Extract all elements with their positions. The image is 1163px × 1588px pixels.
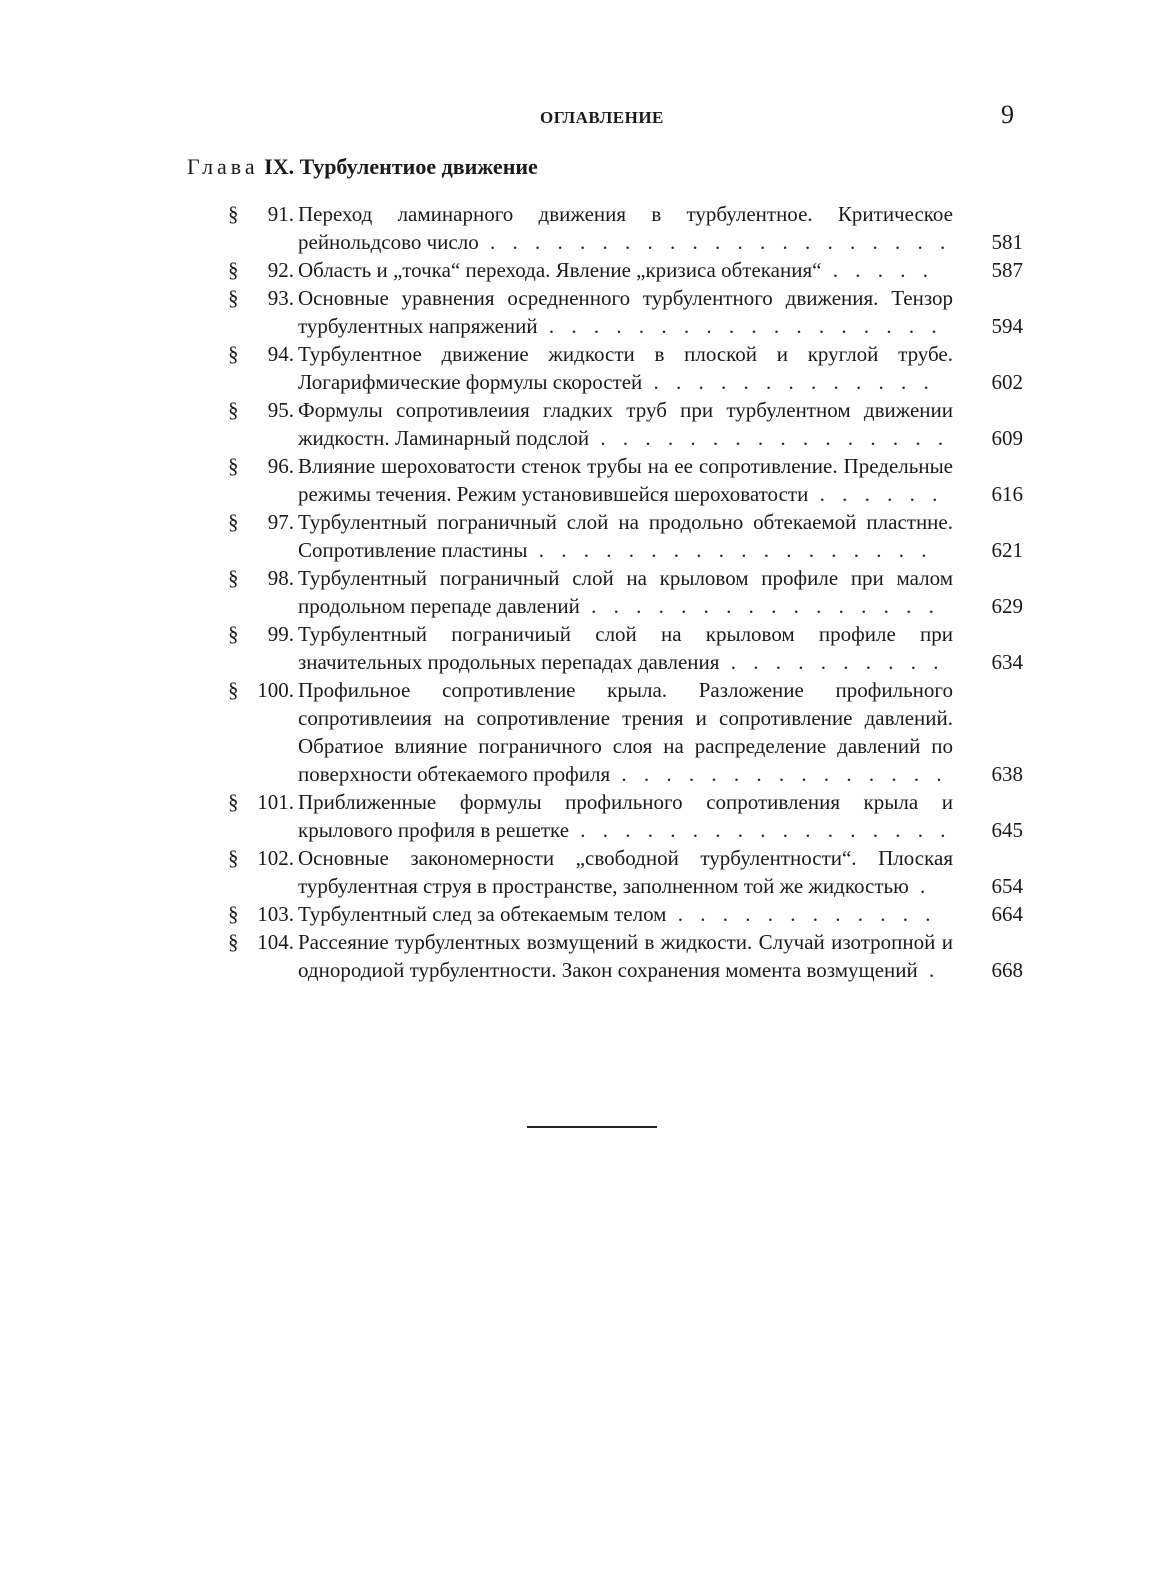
entry-number: 100. bbox=[257, 678, 294, 702]
toc-entry bbox=[228, 844, 1023, 900]
dot-leader: . . . . . . . . . . . . bbox=[666, 902, 937, 926]
entry-title: Турбулентный пограничный слой на продольно обтекаемой пластнне. Сопротивление пластины . . . . . . . . . . . . . . . . . . bbox=[298, 510, 953, 562]
toc-entry bbox=[228, 284, 1023, 340]
closing-rule bbox=[527, 1126, 657, 1128]
entry-number: 92. bbox=[267, 258, 294, 282]
section-sign: § bbox=[228, 622, 239, 646]
dot-leader: . . . . . . . . . . . . . . . . bbox=[579, 594, 940, 618]
toc-entry bbox=[228, 788, 1023, 844]
section-sign: § bbox=[228, 790, 239, 814]
section-sign: § bbox=[228, 202, 239, 226]
entry-page: 594 bbox=[991, 314, 1023, 338]
entry-number: 93. bbox=[267, 286, 294, 310]
entry-title: Турбулентное движение жидкости в плоской и круглой трубе. Логарифмические формулы скоростей . . . . . . . . . . . . . bbox=[298, 342, 953, 394]
dot-leader: . . . . . bbox=[821, 258, 934, 282]
section-sign: § bbox=[228, 902, 239, 926]
toc-entry bbox=[228, 676, 1023, 788]
dot-leader: . bbox=[908, 874, 932, 898]
toc-entry bbox=[228, 256, 1023, 284]
toc-entry bbox=[228, 928, 1023, 984]
entry-page: 609 bbox=[991, 426, 1023, 450]
section-sign: § bbox=[228, 286, 239, 310]
entry-title: Область и „точка“ перехода. Явление „кризиса обтекания“ . . . . . bbox=[298, 258, 934, 282]
section-sign: § bbox=[228, 846, 239, 870]
entry-title: Профильное сопротивление крыла. Разложение профильного сопротивлеиия на сопротивление трения и сопротивление давлений. Обратиое влияние пограничного слоя на распределение давлений по поверхности обтекаемого профиля . . . . . . . . . . . . . . . bbox=[298, 678, 953, 786]
entry-number: 99. bbox=[267, 622, 294, 646]
dot-leader: . . . . . . . . . . . . . bbox=[642, 370, 935, 394]
page-number: 9 bbox=[1001, 100, 1014, 129]
table-of-contents bbox=[228, 200, 1023, 984]
entry-page: 587 bbox=[991, 258, 1023, 282]
section-sign: § bbox=[228, 678, 239, 702]
entry-title: Приближенные формулы профильного сопротивления крыла и крылового профиля в решетке . . . . . . . . . . . . . . . . . bbox=[298, 790, 953, 842]
entry-title: Основные закономерности „свободной турбулентности“. Плоская турбулентная струя в пространстве, заполненном той же жидкостью . bbox=[298, 846, 953, 898]
entry-title: Основные уравнения осредненного турбулентного движения. Тензор турбулентных напряжений . . . . . . . . . . . . . . . . . . bbox=[298, 286, 953, 338]
entry-page: 668 bbox=[991, 958, 1023, 982]
section-sign: § bbox=[228, 566, 239, 590]
entry-number: 91. bbox=[267, 202, 294, 226]
dot-leader: . . . . . . . . . . . . . . . bbox=[610, 762, 948, 786]
entry-title: Рассеяние турбулентных возмущений в жидкости. Случай изотропной и однородиой турбулентности. Закон сохранения момента возмущений . bbox=[298, 930, 953, 982]
entry-number: 98. bbox=[267, 566, 294, 590]
entry-title: Формулы сопротивлеиия гладких труб при турбулентном движении жидкостн. Ламинарный подслой . . . . . . . . . . . . . . . . bbox=[298, 398, 953, 450]
entry-page: 645 bbox=[991, 818, 1023, 842]
entry-number: 103. bbox=[257, 902, 294, 926]
dot-leader: . . . . . . . . . . . . . . . . . . bbox=[537, 314, 943, 338]
entry-number: 97. bbox=[267, 510, 294, 534]
section-sign: § bbox=[228, 930, 239, 954]
entry-page: 616 bbox=[991, 482, 1023, 506]
section-sign: § bbox=[228, 342, 239, 366]
chapter-prefix: Глава bbox=[187, 154, 259, 179]
dot-leader: . . . . . . bbox=[808, 482, 944, 506]
dot-leader: . bbox=[917, 958, 941, 982]
entry-title: Влияние шероховатости стенок трубы на ее сопротивление. Предельные режимы течения. Режим установившейся шероховатости . . . . . . bbox=[298, 454, 953, 506]
chapter-heading bbox=[187, 154, 538, 180]
toc-entry bbox=[228, 200, 1023, 256]
section-sign: § bbox=[228, 510, 239, 534]
entry-page: 654 bbox=[991, 874, 1023, 898]
entry-number: 95. bbox=[267, 398, 294, 422]
entry-number: 101. bbox=[257, 790, 294, 814]
entry-page: 629 bbox=[991, 594, 1023, 618]
toc-entry bbox=[228, 340, 1023, 396]
section-sign: § bbox=[228, 258, 239, 282]
dot-leader: . . . . . . . . . . . . . . . . bbox=[589, 426, 950, 450]
toc-entry bbox=[228, 396, 1023, 452]
toc-entry bbox=[228, 620, 1023, 676]
toc-entry bbox=[228, 452, 1023, 508]
entry-number: 102. bbox=[257, 846, 294, 870]
entry-page: 581 bbox=[991, 230, 1023, 254]
dot-leader: . . . . . . . . . . . . . . . . . . bbox=[527, 538, 933, 562]
entry-page: 602 bbox=[991, 370, 1023, 394]
entry-title: Турбулентный пограничный слой на крыловом профиле при малом продольном перепаде давлений . . . . . . . . . . . . . . . . bbox=[298, 566, 953, 618]
entry-number: 104. bbox=[257, 930, 294, 954]
dot-leader: . . . . . . . . . . . . . . . . . . . . . bbox=[478, 230, 952, 254]
running-title: ОГЛАВЛЕНИЕ bbox=[540, 108, 664, 127]
section-sign: § bbox=[228, 454, 239, 478]
entry-page: 638 bbox=[991, 762, 1023, 786]
toc-entry bbox=[228, 564, 1023, 620]
entry-number: 96. bbox=[267, 454, 294, 478]
section-sign: § bbox=[228, 398, 239, 422]
entry-page: 634 bbox=[991, 650, 1023, 674]
toc-entry bbox=[228, 508, 1023, 564]
entry-page: 664 bbox=[991, 902, 1023, 926]
dot-leader: . . . . . . . . . . . . . . . . . bbox=[569, 818, 952, 842]
toc-entry bbox=[228, 900, 1023, 928]
dot-leader: . . . . . . . . . . bbox=[719, 650, 945, 674]
entry-title: Турбулентный след за обтекаемым телом . . . . . . . . . . . . bbox=[298, 902, 937, 926]
entry-title: Турбулентный пограничиый слой на крыловом профиле при значительных продольных перепадах давления . . . . . . . . . . bbox=[298, 622, 953, 674]
entry-page: 621 bbox=[991, 538, 1023, 562]
entry-number: 94. bbox=[267, 342, 294, 366]
chapter-title: IX. Турбулентиое движение bbox=[264, 154, 538, 179]
entry-title: Переход ламинарного движения в турбулентное. Критическое рейнольдсово число . . . . . . . . . . . . . . . . . . . . . bbox=[298, 202, 953, 254]
